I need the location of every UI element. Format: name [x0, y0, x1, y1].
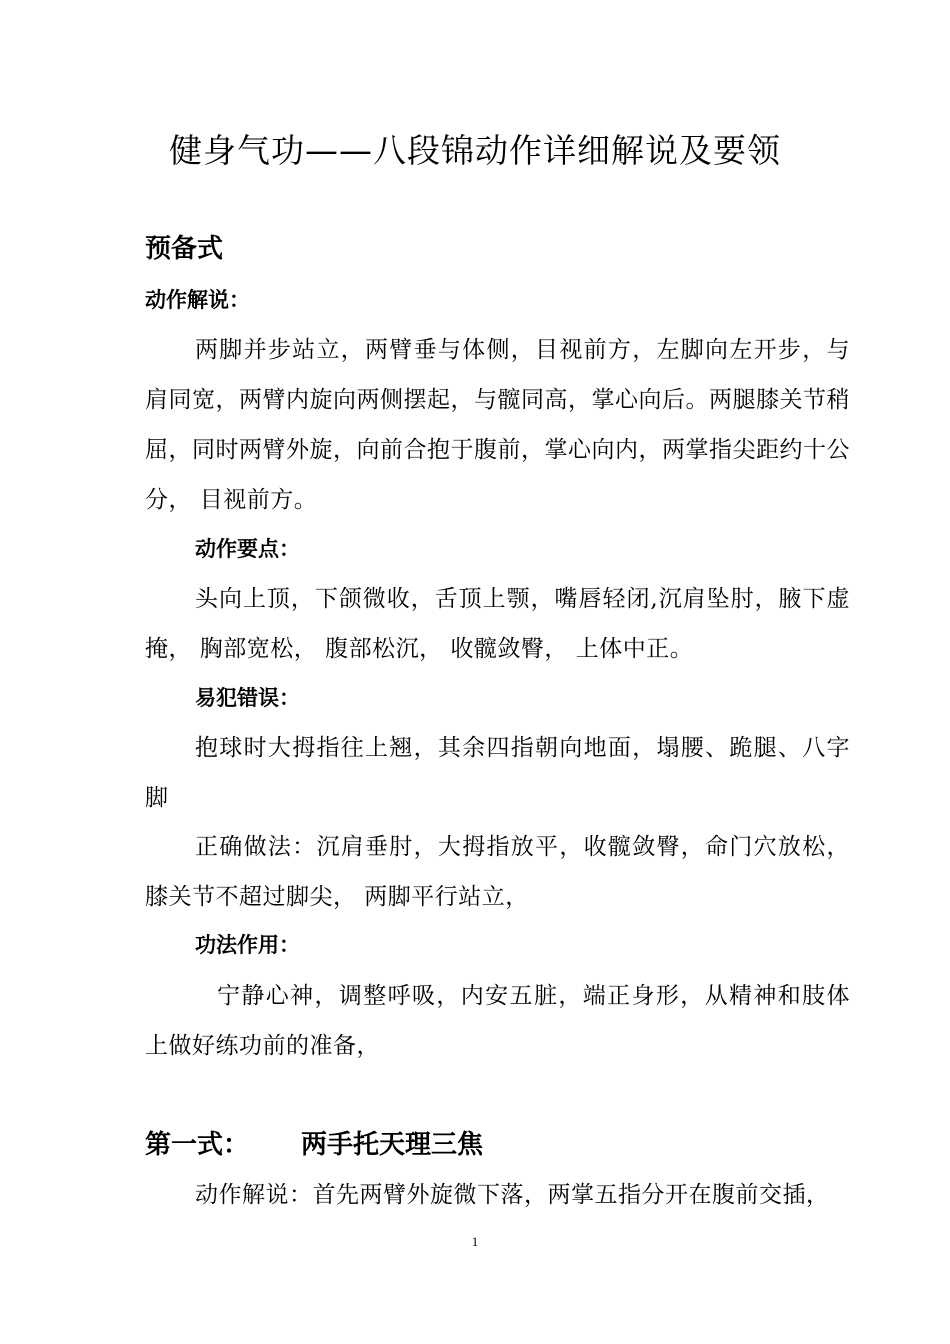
effect-paragraph: 宁静心神，调整呼吸，内安五脏，端正身形，从精神和肢体上做好练功前的准备， [145, 983, 850, 1059]
key-points-label: 动作要点： [195, 537, 300, 561]
action-paragraph: 两脚并步站立，两臂垂与体侧，目视前方，左脚向左开步，与肩同宽，两臂内旋向两侧摆起，与髋同高，掌心向后。两腿膝关节稍屈，同时两臂外旋，向前合抱于腹前，掌心向内，两掌指尖距约十公分， 目视前方。 [145, 337, 850, 513]
correct-method-paragraph: 正确做法：沉肩垂肘，大拇指放平，收髋敛臀，命门穴放松，膝关节不超过脚尖， 两脚平行站立， [145, 834, 850, 910]
form1-name: 两手托天理三焦 [301, 1130, 484, 1160]
section-heading-form1 [145, 1125, 483, 1165]
document-title: 健身气功——八段锦动作详细解说及要领 [169, 131, 781, 170]
common-errors-label: 易犯错误： [195, 686, 300, 710]
effect-label: 功法作用： [195, 933, 300, 957]
page-number: 1 [471, 1234, 479, 1249]
key-points-paragraph: 头向上顶，下颌微收，舌顶上颚，嘴唇轻闭,沉肩坠肘，腋下虚掩， 胸部宽松， 腹部松沉， 收髋敛臀， 上体中正。 [145, 586, 850, 662]
section-heading-prep: 预备式 [145, 234, 224, 264]
form1-action-paragraph: 动作解说：首先两臂外旋微下落，两掌五指分开在腹前交插， [195, 1182, 830, 1208]
action-label: 动作解说： [145, 288, 250, 312]
common-errors-paragraph: 抱球时大拇指往上翘，其余四指朝向地面，塌腰、跪腿、八字脚 [145, 735, 850, 811]
form1-prefix: 第一式： [145, 1130, 250, 1160]
